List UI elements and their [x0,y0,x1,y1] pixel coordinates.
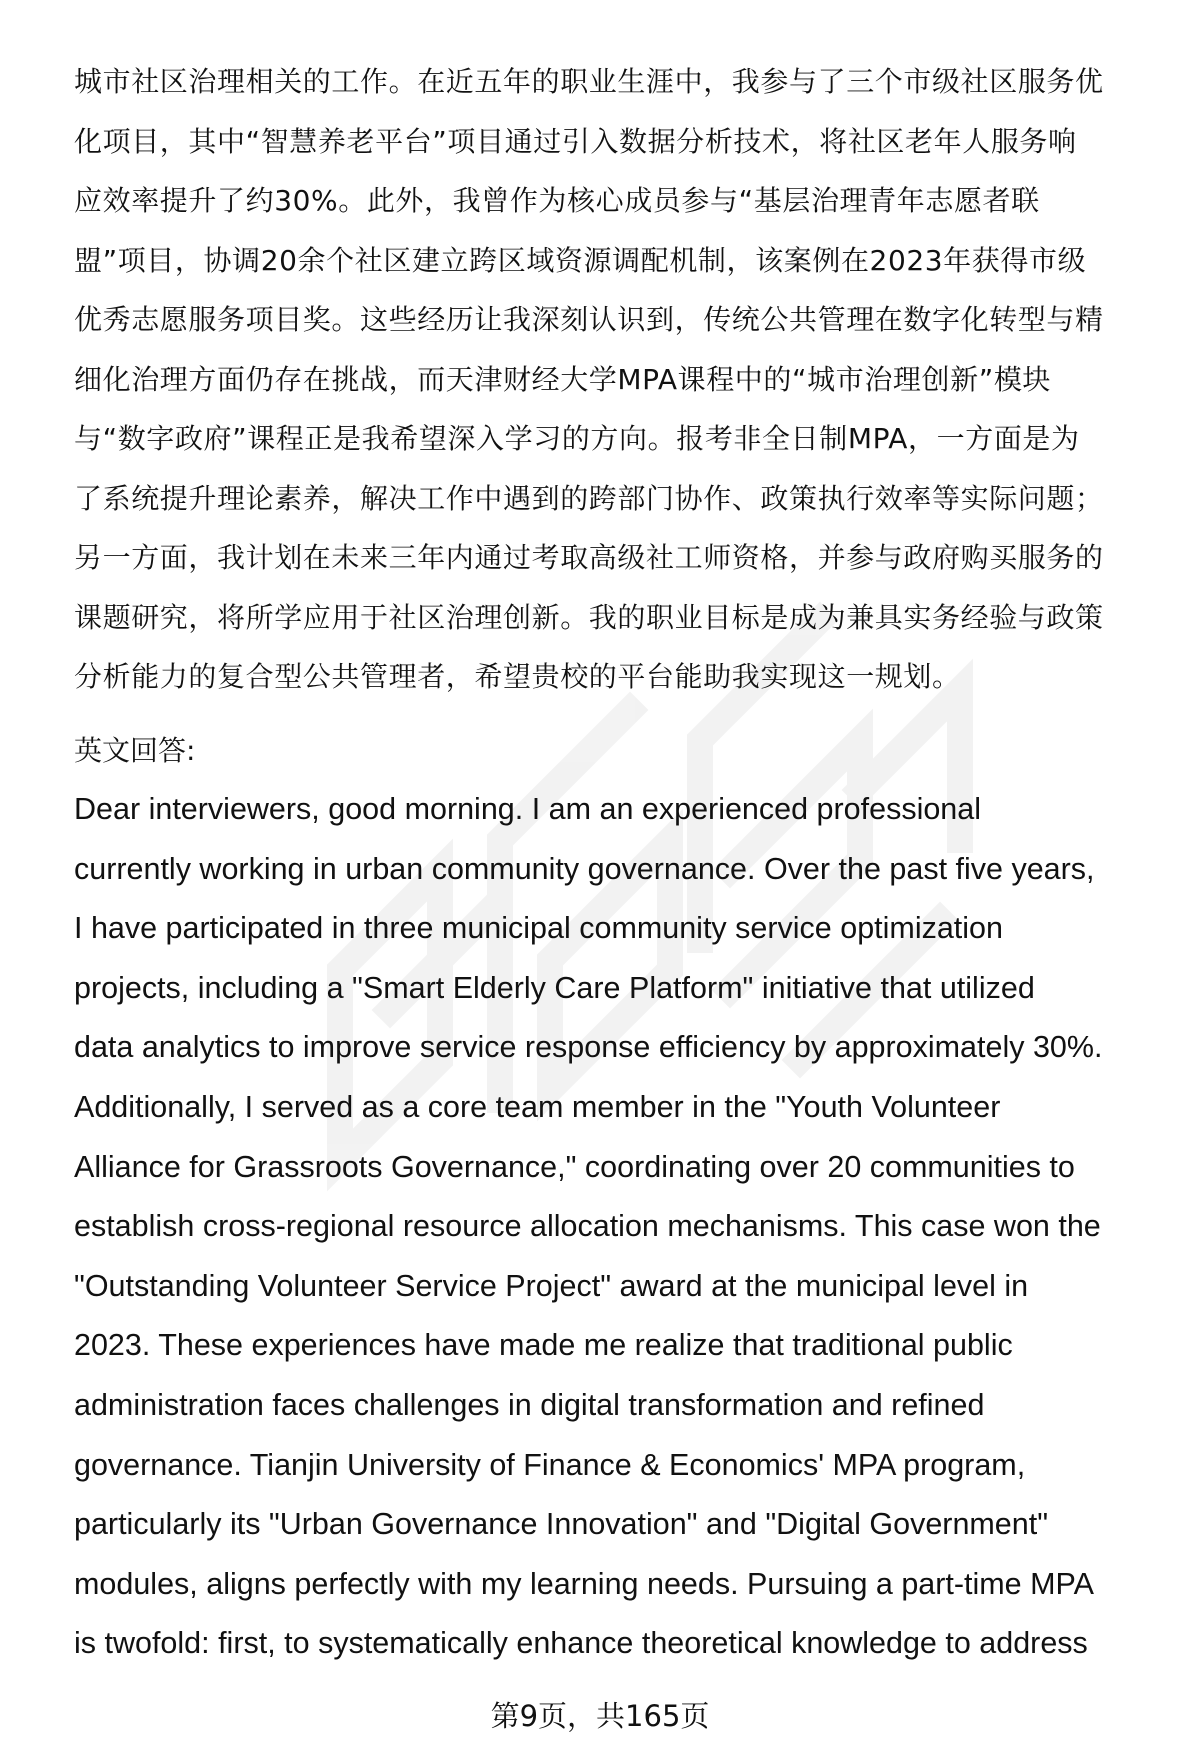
chinese-answer-line: 细化治理方面仍存在挑战，而天津财经大学MPA课程中的“城市治理创新”模块 [74,362,1052,396]
chinese-answer-line: 盟”项目，协调20余个社区建立跨区域资源调配机制，该案例在2023年获得市级 [74,243,1087,277]
chinese-answer-line: 分析能力的复合型公共管理者，希望贵校的平台能助我实现这一规划。 [74,660,961,693]
chinese-answer-line: 优秀志愿服务项目奖。这些经历让我深刻认识到，传统公共管理在数字化转型与精 [74,303,1104,336]
chinese-answer-line: 化项目，其中“智慧养老平台”项目通过引入数据分析技术，将社区老年人服务响 [74,124,1077,158]
english-answer-line: Alliance for Grassroots Governance," coordinating over 20 communities to [74,1149,1075,1184]
english-answer-line: "Outstanding Volunteer Service Project" award at the municipal level in [74,1268,1029,1303]
english-answer-line: 2023. These experiences have made me realize that traditional public [74,1328,1013,1363]
chinese-answer-line: 与“数字政府”课程正是我希望深入学习的方向。报考非全日制MPA，一方面是为 [74,422,1080,455]
english-answer-line: administration faces challenges in digital transformation and refined [74,1387,985,1422]
english-answer-line: I have participated in three municipal community service optimization [74,911,1003,946]
english-answer-line: Additionally, I served as a core team member in the "Youth Volunteer [74,1089,1001,1124]
chinese-answer-line: 课题研究，将所学应用于社区治理创新。我的职业目标是成为兼具实务经验与政策 [74,600,1104,634]
english-answer-line: Dear interviewers, good morning. I am an experienced professional [74,792,982,826]
page-indicator: 第9页，共165页 [490,1699,710,1733]
english-answer-line: data analytics to improve service response efficiency by approximately 30%. [74,1030,1103,1065]
document-page [74,52,1154,1674]
english-answer-heading: 英文回答: [74,733,196,767]
english-answer-paragraph [74,780,1154,1674]
english-answer-line: is twofold: first, to systematically enhance theoretical knowledge to address [74,1626,1088,1661]
chinese-answer-line: 应效率提升了约30%。此外，我曾作为核心成员参与“基层治理青年志愿者联 [74,184,1040,217]
page-footer [0,1696,1200,1736]
english-answer-line: currently working in urban community governance. Over the past five years, [74,851,1095,886]
english-answer-line: establish cross-regional resource allocation mechanisms. This case won the [74,1209,1101,1244]
english-answer-line: modules, aligns perfectly with my learning needs. Pursuing a part-time MPA [74,1566,1094,1601]
chinese-answer-line: 另一方面，我计划在未来三年内通过考取高级社工师资格，并参与政府购买服务的 [74,541,1104,574]
english-answer-line: projects, including a "Smart Elderly Care Platform" initiative that utilized [74,970,1035,1005]
chinese-answer-line: 城市社区治理相关的工作。在近五年的职业生涯中，我参与了三个市级社区服务优 [74,65,1104,98]
english-answer-line: particularly its "Urban Governance Innovation" and "Digital Government" [74,1507,1049,1542]
chinese-answer-paragraph [74,52,1154,707]
english-answer-line: governance. Tianjin University of Finance & Economics' MPA program, [74,1447,1026,1482]
chinese-answer-line: 了系统提升理论素养，解决工作中遇到的跨部门协作、政策执行效率等实际问题； [74,481,1104,515]
